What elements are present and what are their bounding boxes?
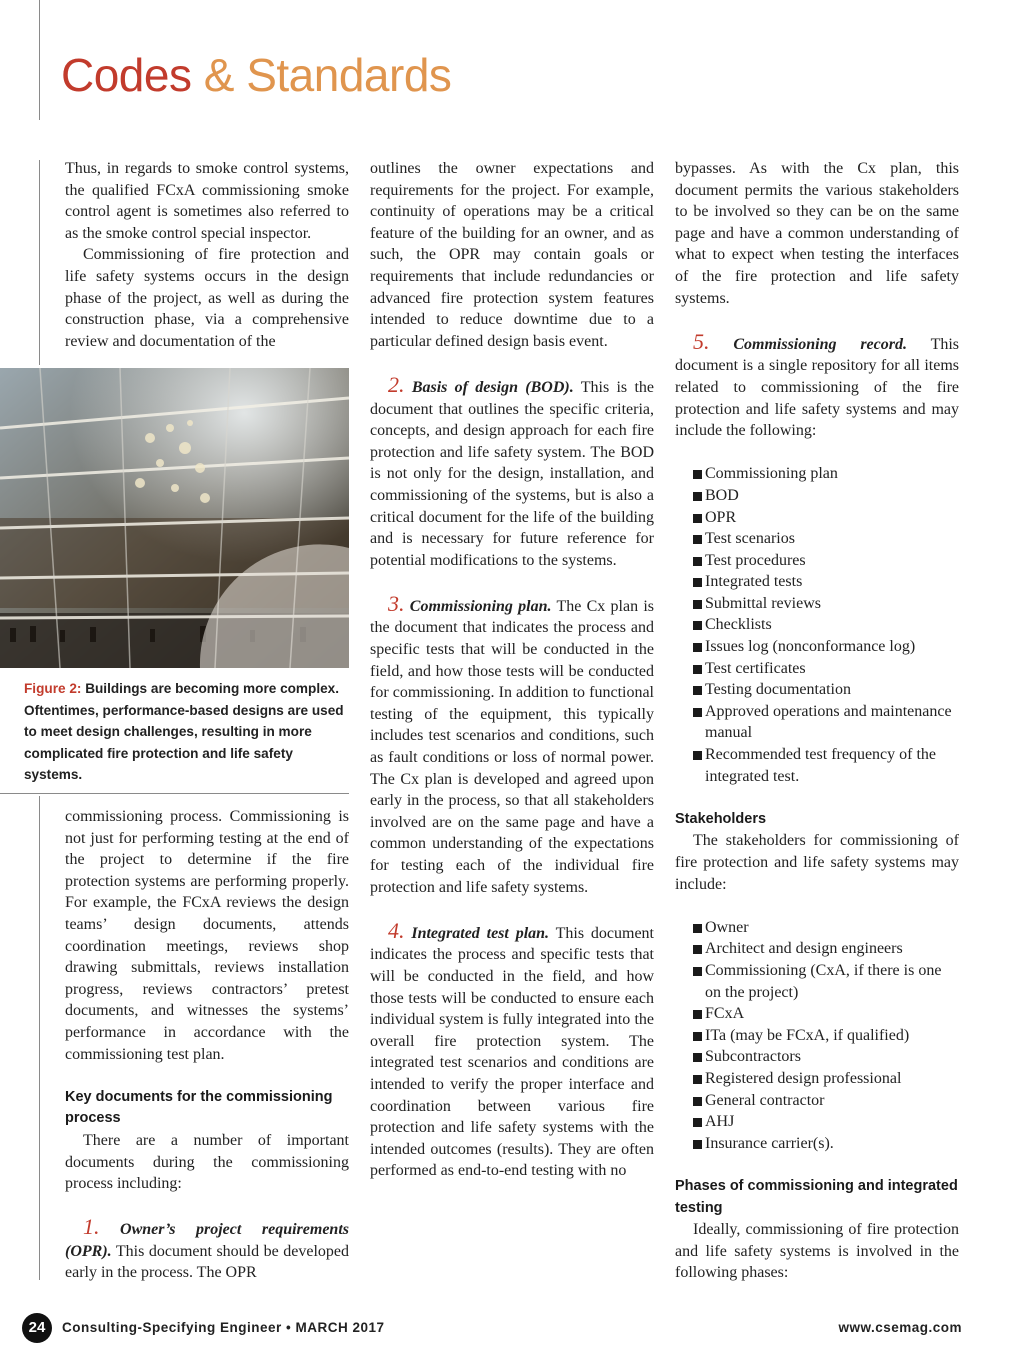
list-item: Commissioning plan bbox=[675, 463, 959, 485]
item-text: This document is a single repository for all items related to commissioning of the fire protection and life safety systems and may include the following: bbox=[675, 335, 960, 440]
key-documents-heading: Key documents for the commissioning process bbox=[65, 1088, 333, 1127]
record-items-list bbox=[675, 463, 959, 787]
document-item-cx-record bbox=[675, 328, 960, 442]
list-item: Submittal reviews bbox=[675, 593, 959, 615]
phases-heading: Phases of commissioning and integrated testing bbox=[675, 1177, 958, 1216]
list-item: ITa (may be FCxA, if qualified) bbox=[675, 1025, 959, 1047]
list-item: Testing documentation bbox=[675, 679, 959, 701]
paragraph: The stakeholders for commissioning of fire protection and life safety systems may include: bbox=[675, 832, 959, 893]
paragraph: There are a number of important documents during the commissioning process including: bbox=[65, 1131, 349, 1193]
column-3 bbox=[675, 158, 959, 1284]
item-number: 5. bbox=[693, 328, 710, 354]
list-item: Integrated tests bbox=[675, 571, 959, 593]
item-text: This document should be developed early in the process. The OPR bbox=[65, 1242, 350, 1282]
paragraph: bypasses. As with the Cx plan, this document permits the various stakeholders to be involved so they can be on the same page and have a common understanding of what to expect when testing the interfaces of the fire protection and life safety systems. bbox=[675, 160, 959, 307]
item-number: 4. bbox=[388, 917, 405, 943]
stakeholders-list bbox=[675, 917, 959, 1155]
column-2 bbox=[370, 158, 654, 1182]
column-1-bottom bbox=[65, 806, 349, 1284]
item-text: The Cx plan is the document that indicates the process and specific tests that will be conducted in the field, and how those tests will be conducted for commissioning. In addition to functional testing of the equipment, this typically includes test scenarios and conditions, such as fault conditions or loss of normal power. The Cx plan is developed and agreed upon early in the process, so that all stakeholders involved are on the same page and have a common understanding of the expectations for testing each of the individual fire protection and life safety systems. bbox=[370, 597, 655, 896]
document-item-bod bbox=[370, 371, 654, 571]
item-number: 3. bbox=[388, 590, 405, 616]
list-item: FCxA bbox=[675, 1003, 959, 1025]
list-item: Insurance carrier(s). bbox=[675, 1133, 959, 1155]
item-text: This document indicates the process and specific tests that will be conducted in the field, and how those tests will be conducted to ensure each individual system is fully integrated into the overall fire protection system. The integrated test scenarios and conditions are intended to verify the proper interface and coordination between various fire protection and life safety systems with the intended outcomes (results). They are often performed as end-to-end testing with no bbox=[370, 924, 654, 1180]
paragraph: Ideally, commissioning of fire protection and life safety systems is involved in the following phases: bbox=[675, 1221, 959, 1282]
publication-info: Consulting-Specifying Engineer • MARCH 2017 bbox=[62, 1320, 385, 1335]
item-lead: Owner’s project requirements (OPR). bbox=[65, 1221, 349, 1260]
list-item: Recommended test frequency of the integrated test. bbox=[675, 744, 959, 787]
list-item: Checklists bbox=[675, 614, 959, 636]
item-lead: Basis of design (BOD). bbox=[411, 378, 574, 396]
section-title-word-1: Codes bbox=[61, 49, 192, 101]
item-number: 2. bbox=[388, 371, 405, 397]
atrium-photo bbox=[0, 368, 349, 668]
section-title-word-2: Standards bbox=[246, 49, 452, 101]
column-rule-bottom bbox=[39, 796, 40, 1280]
website-link[interactable]: www.csemag.com bbox=[838, 1320, 962, 1335]
paragraph: outlines the owner expectations and requirements for the project. For example, continuity of operations may be a critical feature of the building for an owner, and as such, the OPR may contain goals or requirements that include redundancies or advanced fire protection system features intended to reduce downtime due to a particular defined design basis event. bbox=[370, 160, 654, 350]
section-title bbox=[61, 49, 452, 101]
list-item: Test certificates bbox=[675, 658, 959, 680]
list-item: OPR bbox=[675, 507, 959, 529]
item-lead: Integrated test plan. bbox=[411, 924, 550, 942]
list-item: Registered design professional bbox=[675, 1068, 959, 1090]
column-1-top bbox=[65, 158, 349, 352]
item-text: This is the document that outlines the specific criteria, concepts, and design approach for each fire protection and life safety system. The BOD is not only for the design, installation, and commissioning of the systems, but is also a critical document for the life of the building and is necessary for future reference for potential modifications to the systems. bbox=[370, 378, 654, 569]
page-number: 24 bbox=[22, 1313, 52, 1343]
list-item: Approved operations and maintenance manual bbox=[675, 701, 959, 744]
document-item-integrated-test-plan bbox=[370, 917, 654, 1182]
header-rule bbox=[39, 0, 40, 120]
list-item: Issues log (nonconformance log) bbox=[675, 636, 959, 658]
paragraph: Commissioning of fire protection and life safety systems occurs in the design phase of the project, as well as during the construction phase, via a comprehensive review and documentation of the bbox=[65, 246, 349, 350]
list-item: BOD bbox=[675, 485, 959, 507]
item-lead: Commissioning record. bbox=[733, 335, 907, 353]
paragraph: Thus, in regards to smoke control systems, the qualified FCxA commissioning smoke control agent is sometimes also referred to as the smoke control special inspector. bbox=[65, 160, 349, 242]
list-item: Commissioning (CxA, if there is one on the project) bbox=[675, 960, 959, 1003]
item-number: 1. bbox=[83, 1214, 100, 1240]
page-footer bbox=[22, 1313, 962, 1343]
section-title-ampersand: & bbox=[203, 49, 234, 101]
list-item: General contractor bbox=[675, 1090, 959, 1112]
list-item: Subcontractors bbox=[675, 1046, 959, 1068]
caption-rule bbox=[0, 793, 349, 794]
list-item: AHJ bbox=[675, 1111, 959, 1133]
column-rule-top bbox=[39, 160, 40, 365]
document-item-opr bbox=[65, 1216, 349, 1284]
figure-caption-text: Buildings are becoming more complex. Oftentimes, performance-based designs are used to meet design challenges, resulting in more complicated fire protection and life safety systems. bbox=[24, 681, 344, 783]
list-item: Test procedures bbox=[675, 550, 959, 572]
paragraph: commissioning process. Commissioning is not just for performing testing at the end of the project to determine if the fire protection systems are performing properly. For example, the FCxA reviews the design teams’ design documents, attends coordination meetings, reviews shop drawing submittals, reviews installation progress, reviews contractors’ pretest documents, and witnesses the systems’ performance in accordance with the commissioning test plan. bbox=[65, 808, 349, 1063]
document-item-cx-plan bbox=[370, 590, 655, 898]
item-lead: Commissioning plan. bbox=[409, 597, 552, 615]
list-item: Test scenarios bbox=[675, 528, 959, 550]
stakeholders-heading: Stakeholders bbox=[675, 810, 767, 827]
figure-label: Figure 2: bbox=[24, 681, 82, 696]
list-item: Architect and design engineers bbox=[675, 938, 959, 960]
figure-caption bbox=[24, 678, 344, 786]
list-item: Owner bbox=[675, 917, 959, 939]
